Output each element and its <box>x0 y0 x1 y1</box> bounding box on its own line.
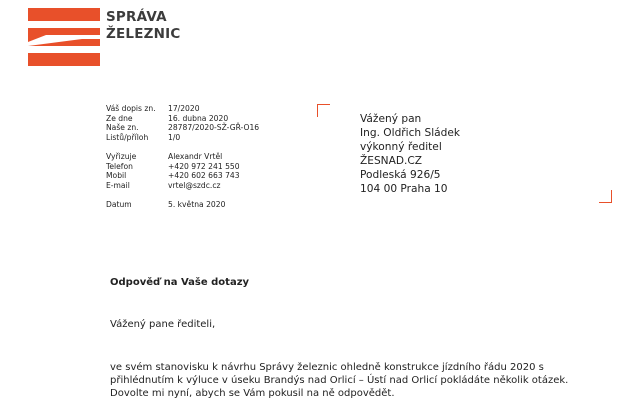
letter-body <box>110 361 568 400</box>
meta-row <box>106 114 259 124</box>
reference-block <box>106 104 259 210</box>
meta-label: Naše zn. <box>106 123 139 133</box>
letter-salutation: Vážený pane řediteli, <box>110 319 216 330</box>
meta-value: 16. dubna 2020 <box>168 113 229 123</box>
meta-label: Listů/příloh <box>106 132 149 142</box>
address-corner-mark-bottom-right <box>599 190 612 203</box>
meta-label: Ze dne <box>106 113 133 123</box>
brand-line-2: ŽELEZNIC <box>106 26 181 42</box>
meta-label: Vyřizuje <box>106 151 137 161</box>
recipient-address <box>360 112 460 196</box>
meta-value[interactable]: vrtel@szdc.cz <box>168 180 221 190</box>
meta-row <box>106 200 259 210</box>
brand-line-1: SPRÁVA <box>106 9 167 25</box>
letter-subject: Odpověď na Vaše dotazy <box>110 277 250 288</box>
meta-value: +420 972 241 550 <box>168 161 240 171</box>
meta-row <box>106 171 259 181</box>
meta-label: Mobil <box>106 171 127 181</box>
meta-row <box>106 104 259 114</box>
body-line: Dovolte mi nyní, abych se Vám pokusil na ně odpovědět. <box>110 388 395 399</box>
meta-row <box>106 133 259 143</box>
meta-row <box>106 162 259 172</box>
meta-label: Datum <box>106 199 132 209</box>
body-line: přihlédnutím k výluce v úseku Brandýs nad Orlicí – Ústí nad Orlicí pokládáte několik otázek. <box>110 375 569 386</box>
body-line: ve svém stanovisku k návrhu Správy železnic ohledně konstrukce jízdního řádu 2020 s <box>110 362 544 373</box>
address-corner-mark-top-left <box>317 104 330 117</box>
meta-row <box>106 123 259 133</box>
brand-name <box>106 9 180 43</box>
szdc-logo-icon <box>28 8 100 66</box>
recipient-line: Ing. Oldřich Sládek <box>360 127 461 139</box>
meta-value: +420 602 663 743 <box>168 171 240 181</box>
meta-value: 28787/2020-SŽ-GŘ-O16 <box>168 123 260 133</box>
recipient-line: výkonný ředitel <box>360 141 442 153</box>
meta-row <box>106 152 259 162</box>
meta-row <box>106 181 259 191</box>
meta-value: 5. května 2020 <box>168 199 226 209</box>
recipient-line: 104 00 Praha 10 <box>360 183 448 195</box>
meta-label: Váš dopis zn. <box>106 104 156 113</box>
meta-value: 17/2020 <box>168 104 200 113</box>
recipient-line: ŽESNAD.CZ <box>360 155 423 167</box>
meta-label: E-mail <box>106 180 130 190</box>
meta-label: Telefon <box>106 161 133 171</box>
meta-value: 1/0 <box>168 132 181 142</box>
recipient-line: Vážený pan <box>360 113 422 125</box>
recipient-line: Podleská 926/5 <box>360 169 441 181</box>
meta-value: Alexandr Vrtěl <box>168 151 223 161</box>
